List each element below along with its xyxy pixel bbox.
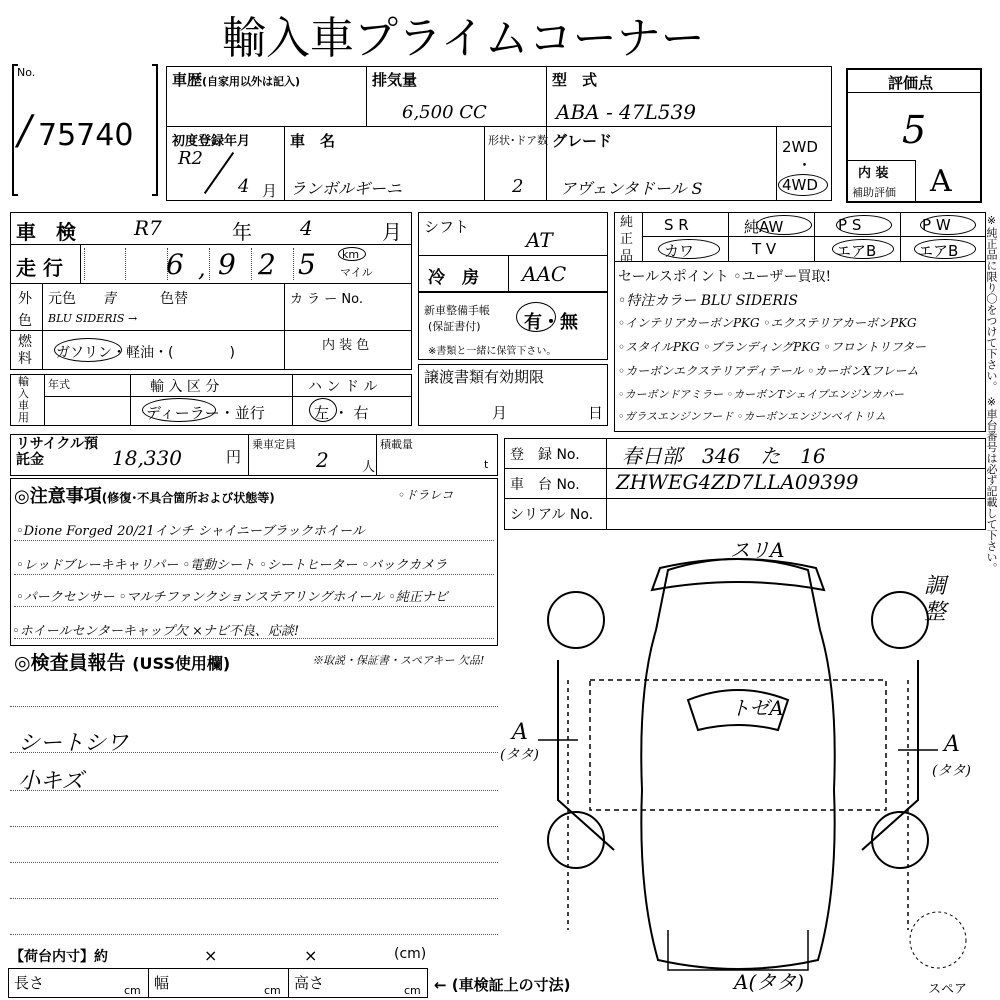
notes-line: ◦レッドブレーキキャリパー ◦電動シート ◦シートヒーター ◦バックカメラ [16,558,448,573]
drive-4wd: 4WD [782,176,818,194]
capacity-value: 2 [316,448,329,472]
sales-line: ◦特注カラー BLU SIDERIS [618,293,799,309]
mileage-unit-km: km [342,248,360,261]
drive-2wd: 2WD [782,138,818,156]
capacity-unit: 人 [362,460,376,475]
lot-prefix: / [18,108,32,154]
import-class-value: ディーラー・並行 [146,404,265,422]
service-sub: (保証書付) [428,320,481,333]
dims-x1: × [204,946,218,965]
lot-no-label: No. [17,66,36,79]
chassis-label: 車 台 No. [510,477,580,493]
import-handle-value: 左 ・ 右 [314,404,369,422]
drive-4wd-circle [778,174,828,196]
color-orig-label: 元色 [48,291,76,307]
import-class-label: 輸 入 区 分 [150,379,220,395]
wheel-rear-right [872,812,928,868]
dims-height: 高さ [294,974,325,992]
dims-length: 長さ [14,974,45,992]
history-label: 車歴(自家用以外は記入) [172,71,301,89]
equip-airbag-1: エアB [836,242,877,260]
transfer-day: 日 [588,404,604,422]
sales-line: ◦ガラスエンジンフード ◦カーボンエンジンベイトリム [618,410,886,423]
circle-leather [658,239,720,259]
grade-label: グレード [552,132,613,150]
diagram-top-mark: スリA [730,538,785,562]
equip-ps: P S [838,216,862,234]
diagram-left-mark: A [512,720,528,745]
notes-line: ◦ホイールセンターキャップ欠 ×ナビ不良、応談! [12,624,300,639]
mileage-label: 走 行 [16,256,63,280]
color-code-label: カ ラ ー No. [290,292,363,307]
recycle-value: 18,330 [112,446,182,470]
circle-ps [836,215,892,235]
mileage-digit-2: 9 [218,248,236,281]
first-reg-era: R2 [178,148,204,169]
doors-value: 2 [512,176,524,197]
side-note: ※純正品に限り〇をつけて下さい。 ※車台番号は必ず記載して下さい。 [985,214,998,574]
interior-color-label: 内 装 色 [322,338,370,353]
equip-leather: カワ [664,242,695,260]
inspector-line: 小キズ [18,769,84,794]
interior-rating-value: A [930,164,952,199]
service-options: 有・無 [524,312,578,333]
page-title: 輸入車プライムコーナー [222,13,705,64]
circle-pw [920,215,976,235]
wheel-rear-left [548,812,604,868]
equip-airbag-2: エアB [918,242,959,260]
import-year-label: 年式 [48,378,70,391]
interior-rating-sub: 補助評価 [852,186,896,199]
recycle-label: リサイクル預託金 [16,436,99,468]
mileage-comma: , [198,254,206,282]
rating-label: 評価点 [888,74,934,92]
transfer-month: 月 [492,404,508,422]
equipment-label: 純正品 [620,215,634,264]
car-left-side [558,660,918,850]
equip-aw: 純AW [744,218,784,236]
circle-airbag-2 [914,239,976,259]
dims-width: 幅 [154,974,170,992]
color-orig-value: 青 [102,291,116,307]
service-label: 新車整備手帳 [424,304,490,317]
dims-box [8,968,428,998]
color-value: BLU SIDERIS → [48,312,138,325]
first-reg-label: 初度登録年月 [172,134,251,149]
notes-line: ◦Dione Forged 20/21インチ シャイニーブラックホイール [16,524,365,539]
sales-points-list [618,266,984,428]
inspector-label: ◎検査員報告 (USS使用欄) [14,652,231,674]
equip-sr: S R [664,216,689,234]
mileage-unit-mile: マイル [340,266,373,279]
registration-value: 春日部 346 た 16 [622,444,826,468]
load-label: 積載量 [380,438,413,451]
service-note: ※書類と一緒に保管下さい。 [428,346,557,357]
first-reg-month-unit: 月 [262,182,278,200]
model-type-label: 型 式 [552,71,598,89]
dims-height-cm: cm [404,984,421,997]
fuel-options: ガソリン・軽油・( ) [56,345,235,361]
circle-airbag-1 [832,239,894,259]
car-name-value: ランボルギーニ [290,179,403,198]
ac-label: 冷 房 [428,268,479,288]
diagram-left-sub: (タタ) [500,747,539,763]
shaken-month: 4 [300,216,313,240]
drive-dot: ・ [797,156,813,174]
sales-line: ◦インテリアカーボンPKG ◦エクステリアカーボンPKG [618,316,917,330]
lot-bracket-right [152,64,158,196]
diagram-right-mark: A [944,732,960,757]
circle-aw [756,215,812,235]
model-type-value: ABA - 47L539 [556,100,696,124]
equip-tv: T V [752,240,777,258]
car-spoiler [652,559,824,590]
load-unit: t [484,458,489,471]
wheel-front-left [548,592,604,648]
car-body-outline [641,559,834,969]
mileage-digit-1: 6 [166,248,184,281]
serial-label: シリアル No. [510,507,594,523]
doors-label: 形状･ドア数 [488,134,549,147]
shaken-era: R7 [134,216,162,240]
sales-line: ◦スタイルPKG ◦ブランディングPKG ◦フロントリフター [618,340,926,354]
sales-line: ◦カーボンエクステリアディテール ◦カーボンXフレーム [618,364,919,378]
capacity-label: 乗車定員 [252,438,296,451]
inspector-line: シートシワ [18,731,129,756]
color-change-label: 色替 [160,291,188,307]
spare-wheel [910,912,966,968]
service-yes-circle [516,302,556,332]
dims-arrow-note: ← (車検証上の寸法) [434,976,571,994]
grade-value: アヴェンタドール S [560,179,703,198]
spare-label: スペア [928,982,968,997]
inspector-note: ※取説・保証書・スペアキー 欠品! [312,654,485,667]
notes-label: ◎注意事項(修復･不具合箇所および状態等) [14,486,275,507]
dims-unit: (cm) [394,946,427,962]
fuel-gasoline-circle [54,338,122,362]
wheel-front-right [872,592,928,648]
dims-length-cm: cm [124,984,141,997]
displacement-value: 6,500 CC [402,102,487,123]
shaken-year-unit: 年 [232,220,252,244]
lot-number: 75740 [38,118,134,153]
equip-pw: P W [922,216,951,234]
fuel-label: 燃料 [18,334,32,367]
mileage-cells [84,248,334,280]
first-reg-month: 4 [238,176,250,197]
registration-label: 登 録 No. [510,447,580,463]
shaken-label: 車 検 [16,220,76,244]
color-label: 外色 [18,291,32,329]
sales-line: セールスポイント ◦ユーザー買取! [618,269,832,285]
diagram-bottom-mark: A(タタ) [734,970,805,994]
diagram-adjust-mark: 調整 [924,574,947,625]
displacement-label: 排気量 [372,71,418,89]
diagram-right-sub: (タタ) [932,763,971,779]
ac-value: AAC [522,262,567,286]
import-handle-label: ハ ン ド ル [308,379,378,395]
mileage-digit-4: 5 [298,248,316,281]
dims-x2: × [304,946,318,965]
car-name-label: 車 名 [290,132,336,150]
notes-line: ◦ドラレコ [398,488,454,502]
import-label: 輸入車用 [18,375,29,424]
interior-rating-label: 内 装 [858,166,889,181]
recycle-unit: 円 [226,448,242,466]
sales-line: ◦カーボンドアミラー ◦カーボンTシェイプエンジンカバー [618,388,904,401]
chassis-value: ZHWEG4ZD7LLA09399 [616,470,859,494]
import-dealer-circle [142,398,216,422]
car-front-bumper [668,930,808,970]
shaken-month-unit: 月 [382,220,402,244]
mileage-digit-3: 2 [258,248,276,281]
notes-line: ◦パークセンサー ◦マルチファンクションステアリングホイール ◦純正ナビ [16,590,448,605]
shift-label: シフト [424,218,470,236]
dims-label: 【荷台内寸】約 [10,949,108,965]
import-left-circle [309,398,337,422]
transfer-label: 譲渡書類有効期限 [424,368,545,386]
rating-value: 5 [902,108,927,152]
dims-width-cm: cm [264,984,281,997]
shift-value: AT [526,228,553,252]
diagram-roof-mark: トゼA [730,696,784,720]
